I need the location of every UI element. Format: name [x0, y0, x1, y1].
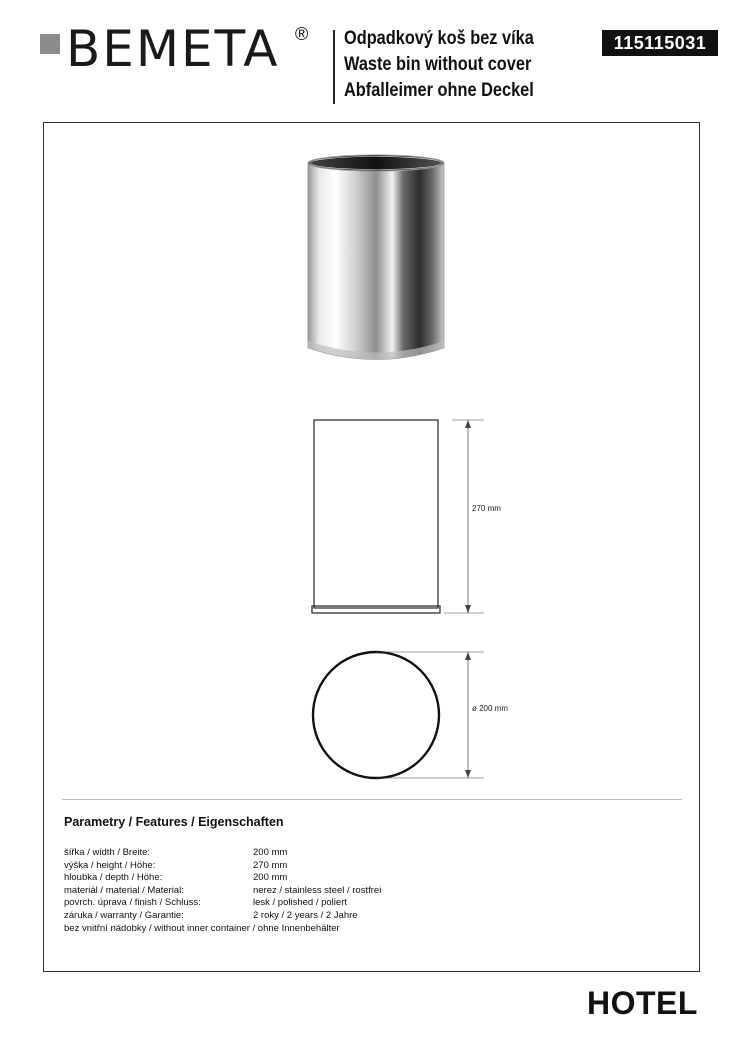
side-view-outline: [314, 420, 438, 608]
spec-value: 270 mm: [253, 859, 288, 871]
header-divider: [333, 30, 335, 104]
spec-row: [64, 847, 340, 860]
product-photo: [306, 153, 446, 368]
spec-label: záruka / warranty / Garantie:: [64, 909, 184, 921]
bemeta-logo: [40, 20, 320, 78]
spec-row: [64, 897, 347, 910]
spec-row: [64, 909, 358, 923]
spec-label: šířka / width / Breite:: [64, 847, 151, 858]
logo-square-mark: [40, 34, 60, 54]
top-view-outline: [313, 652, 439, 778]
product-titles: [344, 26, 565, 104]
side-view-base: [312, 606, 440, 613]
spec-label: povrch. úprava / finish / Schluss:: [64, 897, 201, 909]
spec-label: materiál / material / Material:: [64, 884, 184, 896]
features-title: Parametry / Features / Eigenschaften: [64, 815, 284, 829]
diameter-dimension-label: ø 200 mm: [472, 704, 509, 713]
spec-value: nerez / stainless steel / rostfrei: [253, 884, 382, 896]
spec-row: [64, 884, 382, 898]
spec-row: [64, 860, 340, 873]
spec-value: 200 mm: [253, 847, 288, 858]
title-czech: Odpadkový koš bez víka: [344, 28, 534, 49]
collection-label: HOTEL: [587, 985, 698, 1021]
spec-table: [64, 847, 382, 935]
spec-note: bez vnitřní nádobky / without inner container / ohne Innenbehälter: [64, 922, 340, 934]
title-german: Abfalleimer ohne Deckel: [344, 80, 534, 101]
height-dimension-label: 270 mm: [472, 504, 501, 513]
product-frame: [43, 122, 700, 972]
technical-drawing: [294, 403, 524, 783]
spec-row: [64, 872, 340, 885]
spec-value: 2 roky / 2 years / 2 Jahre: [253, 909, 358, 921]
spec-value: lesk / polished / poliert: [253, 897, 347, 909]
title-english: Waste bin without cover: [344, 54, 532, 75]
spec-label: hloubka / depth / Höhe:: [64, 872, 163, 884]
spec-value: 200 mm: [253, 872, 288, 884]
features-divider: [62, 799, 682, 800]
registered-mark: ®: [295, 24, 309, 44]
logo-wordmark: BEMETA: [66, 20, 280, 78]
spec-label: výška / height / Höhe:: [64, 859, 156, 871]
product-code-badge: 115115031: [602, 30, 718, 56]
